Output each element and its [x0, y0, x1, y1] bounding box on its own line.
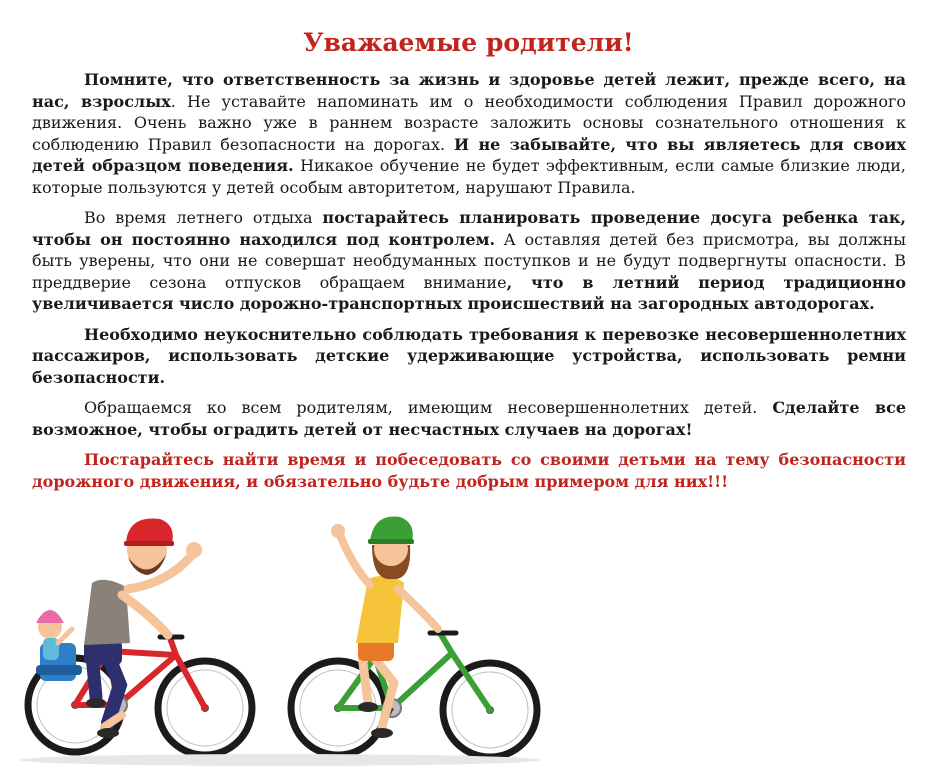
- paragraph-2-segment-2: постарайтесь планировать проведение досуга ребенка так, чтобы он постоянно находился под контролем.: [32, 208, 906, 249]
- paragraph-2: [32, 207, 906, 315]
- paragraph-5-segment-1: Постарайтесь найти время и побеседовать со своими детьми на тему безопасности дорожного движения, и обязательно будьте добрым примером для них!!!: [32, 450, 906, 491]
- paragraph-1-segment-1: Помните, что ответственность за жизнь и здоровье детей лежит, прежде всего, на нас, взрослых: [32, 70, 906, 111]
- dad-figure: [84, 519, 202, 739]
- mom-figure: [331, 517, 438, 739]
- paragraph-1: [32, 69, 906, 198]
- page-title: Уважаемые родители!: [303, 28, 634, 57]
- ground-shadow: [20, 754, 540, 766]
- dad-helmet: [126, 519, 173, 544]
- cyclists-illustration: [0, 505, 560, 770]
- paragraph-1-segment-4: Никакое обучение не будет эффективным, если самые близкие люди, которые пользуются у детей особым авторитетом, нарушают Правила.: [32, 156, 907, 197]
- paragraph-1-segment-3: И не забывайте, что вы являетесь для своих детей образцом поведения.: [32, 134, 907, 175]
- child-helmet: [36, 610, 64, 623]
- paragraph-3-segment-1: Необходимо неукоснительно соблюдать требования к перевозке несовершеннолетних пассажиров, использовать детские удерживающие устройства, использовать ремни безопасности.: [32, 324, 906, 387]
- paragraph-2-segment-1: Во время летнего отдыха: [84, 208, 323, 227]
- paragraph-4-segment-2: Сделайте все возможное, чтобы оградить детей от несчастных случаев на дорогах!: [32, 398, 907, 439]
- paragraph-4-segment-1: Обращаемся ко всем родителям, имеющим несовершеннолетних детей.: [84, 398, 773, 417]
- article-body: [32, 69, 906, 501]
- paragraph-4: [32, 397, 906, 440]
- mom-helmet: [370, 517, 413, 542]
- paragraph-3: [32, 324, 906, 389]
- paragraph-1-segment-2: . Не уставайте напоминать им о необходимости соблюдения Правил дорожного движения. Очень важно уже в раннем возрасте заложить основы сознательного отношения к соблюдению Правил безопасности на дорогах.: [32, 91, 907, 154]
- mom-bike: [291, 633, 537, 757]
- paragraph-5-red-appeal: [32, 449, 906, 492]
- paragraph-2-segment-3: А оставляя детей без присмотра, вы должны быть уверены, что они не совершат необдуманных поступков и не будут подвергнуты опасности. В преддверие сезона отпусков обращаем внимание: [32, 229, 906, 292]
- dad-bike: [28, 637, 252, 755]
- paragraph-2-segment-4: , что в летний период традиционно увеличивается число дорожно-транспортных происшествий на загородных автодорогах.: [32, 272, 907, 313]
